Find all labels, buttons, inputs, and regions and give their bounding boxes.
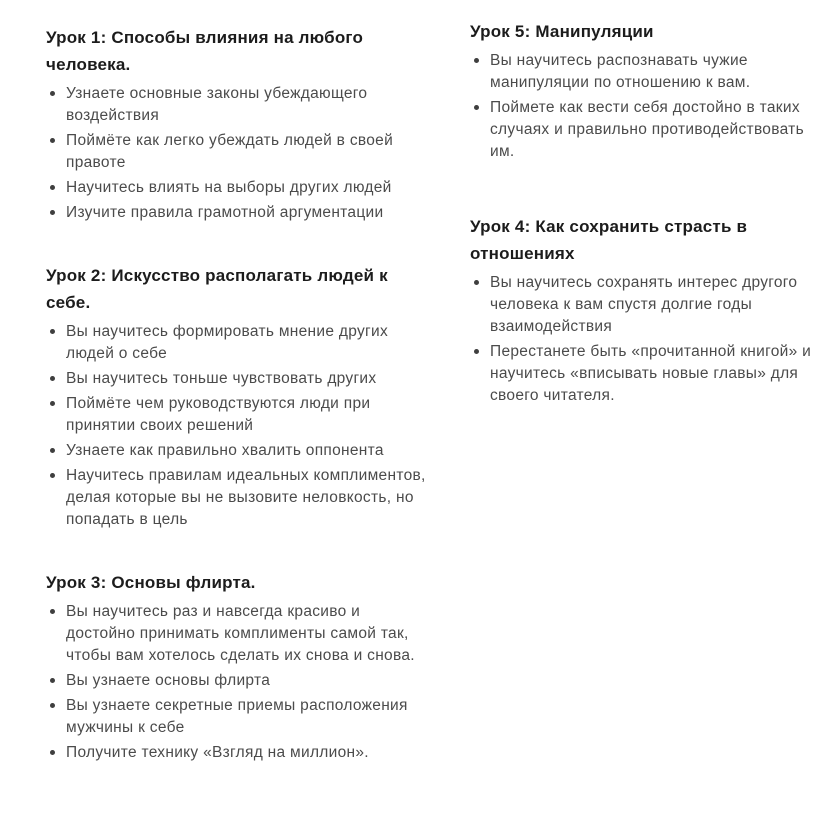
- lesson-point: [46, 695, 430, 739]
- lesson-point: [470, 341, 822, 407]
- lesson-point-text: Поймёте чем руководствуются люди при принятии своих решений: [66, 395, 371, 434]
- lesson-point-text: Перестанете быть «прочитанной книгой» и научитесь «вписывать новые главы» для своего читателя.: [490, 343, 812, 404]
- lesson-point: [46, 440, 430, 462]
- bullet-icon: [50, 210, 55, 215]
- lesson-point-text: Научитесь правилам идеальных комплиментов, делая которые вы не вызовите неловкость, но попадать в цель: [66, 467, 426, 528]
- lesson-point: [46, 83, 430, 127]
- lesson-section: [46, 24, 430, 224]
- bullet-icon: [50, 473, 55, 478]
- lesson-point: [470, 97, 822, 163]
- lesson-point-text: Поймете как вести себя достойно в таких случаях и правильно противодействовать им.: [490, 99, 804, 160]
- lesson-point: [46, 130, 430, 174]
- bullet-icon: [474, 349, 479, 354]
- right-column: [470, 18, 822, 457]
- lesson-point-text: Изучите правила грамотной аргументации: [66, 204, 384, 221]
- bullet-icon: [50, 91, 55, 96]
- lesson-section: [470, 18, 822, 163]
- bullet-icon: [50, 376, 55, 381]
- lesson-point-text: Вы узнаете основы флирта: [66, 672, 271, 689]
- lesson-point-text: Вы научитесь формировать мнение других людей о себе: [66, 323, 389, 362]
- lesson-section: [46, 262, 430, 531]
- lesson-point: [46, 670, 430, 692]
- lesson-title: Урок 4: Как сохранить страсть в отношениях: [470, 217, 748, 263]
- lesson-point: [470, 50, 822, 94]
- bullet-icon: [50, 448, 55, 453]
- lesson-point: [46, 465, 430, 531]
- bullet-icon: [50, 609, 55, 614]
- lesson-point-text: Вы научитесь раз и навсегда красиво и достойно принимать комплименты самой так, чтобы вам хотелось сделать их снова и снова.: [66, 603, 415, 664]
- lesson-points: [470, 50, 822, 163]
- lesson-points: [470, 272, 822, 407]
- lesson-title: Урок 1: Способы влияния на любого человека.: [46, 28, 364, 74]
- lesson-point-text: Вы научитесь сохранять интерес другого человека к вам спустя долгие годы взаимодействия: [490, 274, 798, 335]
- lesson-point: [46, 393, 430, 437]
- lesson-section: [470, 213, 822, 407]
- bullet-icon: [50, 750, 55, 755]
- lesson-point: [46, 601, 430, 667]
- lesson-point: [470, 272, 822, 338]
- left-column: [46, 18, 430, 802]
- bullet-icon: [50, 703, 55, 708]
- bullet-icon: [474, 58, 479, 63]
- lesson-point-text: Вы научитесь распознавать чужие манипуляции по отношению к вам.: [490, 52, 751, 91]
- lesson-point-text: Узнаете основные законы убеждающего воздействия: [66, 85, 368, 124]
- lesson-point-text: Получите технику «Взгляд на миллион».: [66, 744, 369, 761]
- lesson-point: [46, 177, 430, 199]
- lesson-point-text: Узнаете как правильно хвалить оппонента: [66, 442, 384, 459]
- lesson-point: [46, 321, 430, 365]
- lesson-title: Урок 5: Манипуляции: [470, 22, 654, 41]
- lesson-title: Урок 3: Основы флирта.: [46, 573, 256, 592]
- lesson-points: [46, 321, 430, 531]
- lesson-point-text: Научитесь влиять на выборы других людей: [66, 179, 392, 196]
- lesson-points: [46, 601, 430, 764]
- bullet-icon: [50, 329, 55, 334]
- lesson-title: Урок 2: Искусство располагать людей к себе.: [46, 266, 388, 312]
- bullet-icon: [474, 105, 479, 110]
- lesson-point: [46, 202, 430, 224]
- lesson-point-text: Вы научитесь тоньше чувствовать других: [66, 370, 377, 387]
- lesson-points: [46, 83, 430, 224]
- lesson-point-text: Вы узнаете секретные приемы расположения мужчины к себе: [66, 697, 408, 736]
- bullet-icon: [474, 280, 479, 285]
- bullet-icon: [50, 401, 55, 406]
- bullet-icon: [50, 185, 55, 190]
- lesson-point: [46, 368, 430, 390]
- bullet-icon: [50, 678, 55, 683]
- bullet-icon: [50, 138, 55, 143]
- lesson-point-text: Поймёте как легко убеждать людей в своей правоте: [66, 132, 394, 171]
- lesson-section: [46, 569, 430, 764]
- lesson-point: [46, 742, 430, 764]
